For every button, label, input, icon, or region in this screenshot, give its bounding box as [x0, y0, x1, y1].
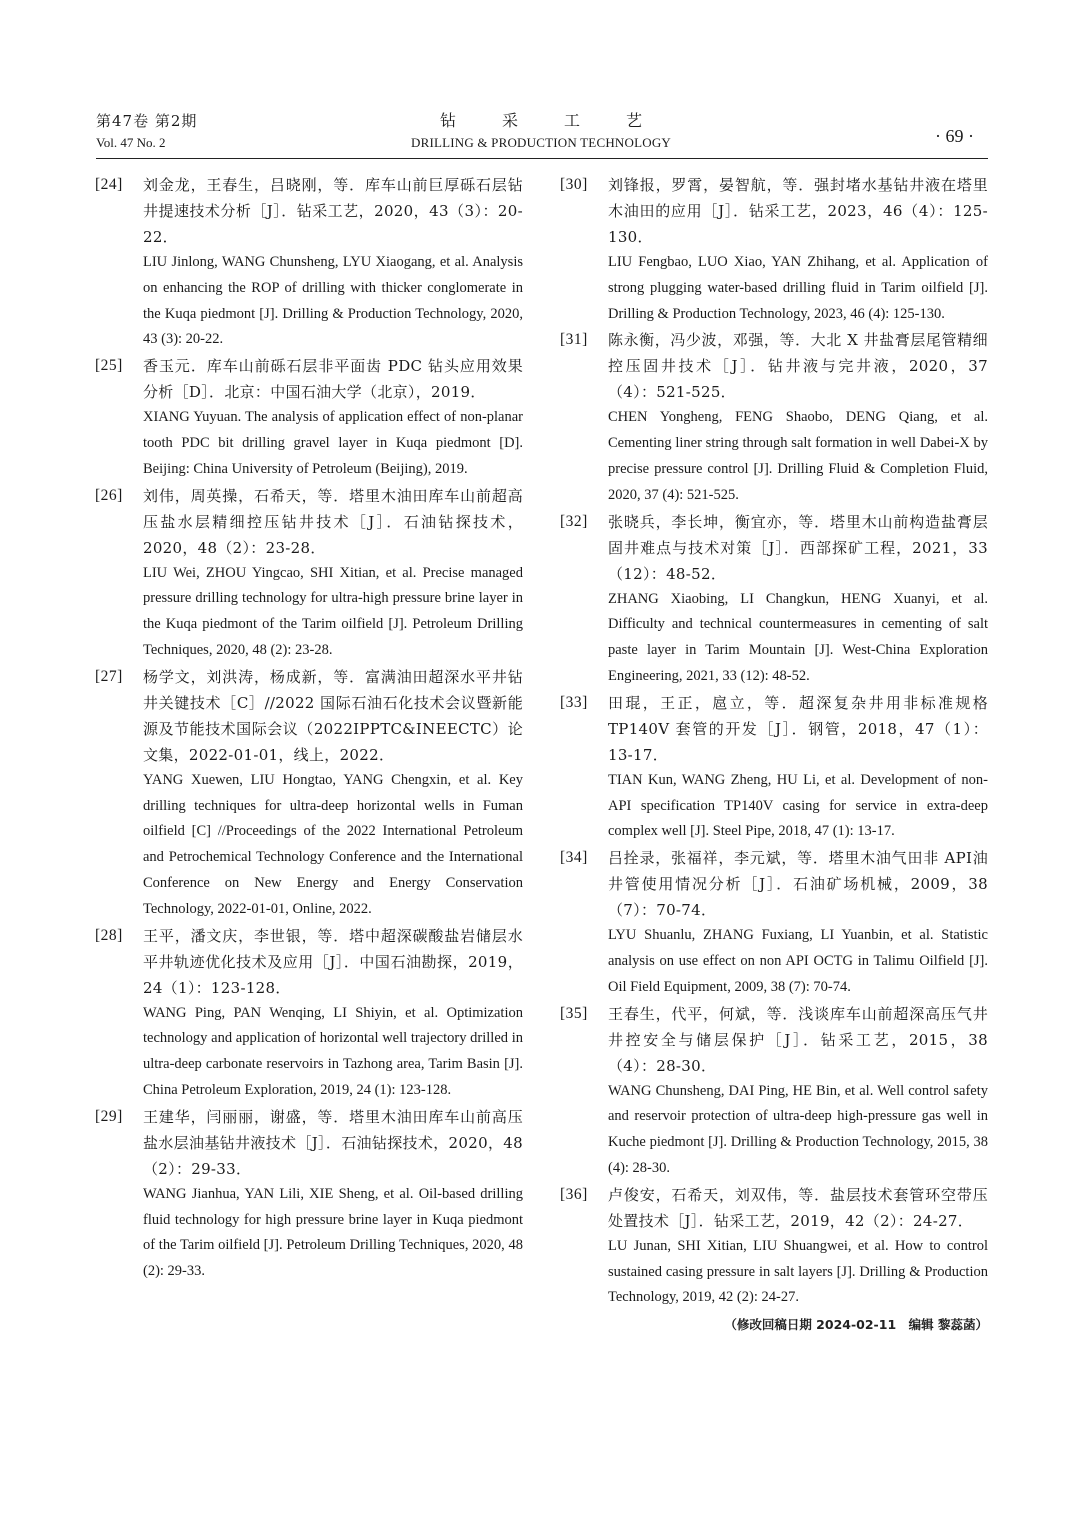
reference-number: [34]: [560, 849, 588, 867]
page-header: [96, 108, 988, 159]
reference-chinese: 刘金龙，王春生，吕晓刚，等．库车山前巨厚砾石层钻井提速技术分析［J］．钻采工艺，2020，43（3）：20-22．: [143, 176, 523, 246]
reference-english: CHEN Yongheng, FENG Shaobo, DENG Qiang, et al. Cementing liner string through salt formation in well Dabei-X by precise pressure control [J]. Drilling Fluid & Completion Fluid, 2020, 37 (4): 521-525.: [608, 409, 988, 503]
reference-chinese: 王建华，闫丽丽，谢盛，等．塔里木油田库车山前高压盐水层油基钻井液技术［J］．石油钻探技术，2020，48（2）：29-33．: [143, 1107, 523, 1178]
journal-title-en: DRILLING & PRODUCTION TECHNOLOGY: [410, 135, 671, 150]
reference-item: [95, 923, 523, 1104]
reference-chinese: 陈永衡，冯少波，邓强，等．大北 X 井盐膏层尾管精细控压固井技术［J］．钻井液与完井液，2020，37（4）：521-525．: [608, 331, 988, 402]
reference-number: [30]: [560, 176, 588, 193]
reference-chinese: 吕拴录，张福祥，李元斌，等．塔里木油气田非 API油井管使用情况分析［J］．石油矿场机械，2009，38（7）：70-74．: [608, 849, 988, 920]
reference-number: [32]: [560, 512, 588, 530]
reference-item: [560, 172, 988, 327]
reference-english: LYU Shuanlu, ZHANG Fuxiang, LI Yuanbin, et al. Statistic analysis on use effect on non API OCTG in Talimu Oilfield [J]. Oil Field Equipment, 2009, 38 (7): 70-74.: [608, 927, 988, 995]
reference-item: [95, 172, 523, 353]
reference-item: [560, 1001, 988, 1182]
reference-item: [95, 1104, 523, 1285]
reference-chinese: 王春生，代平，何斌，等．浅谈库车山前超深高压气井井控安全与储层保护［J］．钻采工艺，2015，38（4）：28-30．: [608, 1004, 988, 1075]
volume-info: [96, 110, 197, 154]
reference-chinese: 卢俊安，石希天，刘双伟，等．盐层技术套管环空带压处置技术［J］．钻采工艺，2019，42（2）：24-27．: [608, 1185, 988, 1230]
reference-number: [24]: [95, 176, 123, 193]
reference-chinese: 田琨，王正，扈立，等．超深复杂井用非标准规格TP140V 套管的开发［J］．钢管，2018，47（1）：13-17．: [608, 693, 988, 764]
reference-number: [26]: [95, 486, 123, 504]
journal-title: [276, 110, 806, 154]
reference-chinese: 刘锋报，罗霄，晏智航，等．强封堵水基钻井液在塔里木油田的应用［J］．钻采工艺，2023，46（4）：125-130．: [608, 176, 988, 246]
page-number: · 69 ·: [935, 126, 974, 146]
reference-chinese: 杨学文，刘洪涛，杨成新，等．富满油田超深水平井钻井关键技术［C］//2022 国际石油石化技术会议暨新能源及节能技术国际会议（2022IPPTC&INEECTC）论文集，2022-01-01，线上，2022．: [143, 667, 523, 764]
reference-english: LIU Fengbao, LUO Xiao, YAN Zhihang, et al. Application of strong plugging water-based drilling fluid in Tarim oilfield [J]. Drilling & Production Technology, 2023, 46 (4): 125-130.: [608, 254, 988, 322]
reference-english: LIU Jinlong, WANG Chunsheng, LYU Xiaogang, et al. Analysis on enhancing the ROP of drilling with thicker conglomerate in the Kuqa piedmont [J]. Drilling & Production Technology, 2020, 43 (3): 20-22.: [143, 254, 523, 348]
reference-item: [560, 327, 988, 508]
reference-number: [33]: [560, 693, 588, 711]
reference-chinese: 张晓兵，李长坤，衡宜亦，等．塔里木山前构造盐膏层固井难点与技术对策［J］．西部探矿工程，2021，33（12）：48-52．: [608, 512, 988, 583]
references-left-column: [95, 172, 523, 1285]
reference-chinese: 王平，潘文庆，李世银，等．塔中超深碳酸盐岩储层水平井轨迹优化技术及应用［J］．中国石油勘探，2019，24（1）：123-128．: [143, 926, 523, 997]
reference-english: WANG Chunsheng, DAI Ping, HE Bin, et al. Well control safety and reservoir protection of ultra-deep high-pressure gas well in Kuche piedmont [J]. Drilling & Production Technology, 2015, 38 (4): 28-30.: [608, 1082, 988, 1176]
revision-date-note: （修改回稿日期 2024-02-11 编辑 黎蕊菡）: [724, 1317, 988, 1333]
reference-item: [560, 509, 988, 690]
reference-number: [35]: [560, 1004, 588, 1022]
reference-item: [95, 664, 523, 923]
reference-english: LIU Wei, ZHOU Yingcao, SHI Xitian, et al. Precise managed pressure drilling technology for ultra-high pressure brine layer in the Kuqa piedmont of the Tarim oilfield [J]. Petroleum Drilling Techniques, 2020, 48 (2): 23-28.: [143, 564, 523, 658]
volume-en: Vol. 47 No. 2: [96, 135, 166, 150]
reference-number: [31]: [560, 331, 588, 349]
reference-item: [560, 690, 988, 845]
volume-cn: 第47卷 第2期: [96, 112, 198, 130]
reference-number: [25]: [95, 357, 123, 375]
reference-english: LU Junan, SHI Xitian, LIU Shuangwei, et al. How to control sustained casing pressure in salt layers [J]. Drilling & Production Technology, 2019, 42 (2): 24-27.: [608, 1237, 988, 1306]
reference-english: WANG Jianhua, YAN Lili, XIE Sheng, et al. Oil-based drilling fluid technology for high pressure brine layer in Kuqa piedmont of the Tarim oilfield [J]. Petroleum Drilling Techniques, 2020, 48 (2): 29-33.: [143, 1185, 523, 1280]
reference-chinese: 香玉元．库车山前砾石层非平面齿 PDC 钻头应用效果分析［D］．北京：中国石油大学（北京），2019．: [143, 357, 523, 402]
reference-number: [27]: [95, 667, 123, 685]
journal-title-cn: 钻采工艺: [439, 111, 688, 130]
reference-english: TIAN Kun, WANG Zheng, HU Li, et al. Development of non-API specification TP140V casing for service in extra-deep complex well [J]. Steel Pipe, 2018, 47 (1): 13-17.: [608, 771, 988, 840]
reference-english: WANG Ping, PAN Wenqing, LI Shiyin, et al. Optimization technology and application of horizontal well trajectory drilled in ultra-deep carbonate reservoirs in Tazhong area, Tarim Basin [J]. China Petroleum Exploration, 2019, 24 (1): 123-128.: [143, 1004, 523, 1098]
references-right-column: [560, 172, 988, 1337]
reference-english: YANG Xuewen, LIU Hongtao, YANG Chengxin, et al. Key drilling techniques for ultra-deep horizontal wells in Fuman oilfield [C] //Proceedings of the 2022 International Petroleum and Petrochemical Technology Conference and the International Conference on New Energy and Energy Conservation Technology, 2022-01-01, Online, 2022.: [143, 771, 523, 917]
reference-chinese: 刘伟，周英操，石希天，等．塔里木油田库车山前超高压盐水层精细控压钻井技术［J］．石油钻探技术，2020，48（2）：23-28．: [143, 486, 523, 557]
reference-item: [95, 483, 523, 664]
reference-english: ZHANG Xiaobing, LI Changkun, HENG Xuanyi, et al. Difficulty and technical countermeasures in cementing of salt paste layer in Tarim Mountain [J]. West-China Exploration Engineering, 2021, 33 (12): 48-52.: [608, 590, 988, 684]
reference-number: [28]: [95, 926, 123, 944]
reference-item: [560, 845, 988, 1000]
reference-number: [36]: [560, 1185, 588, 1203]
reference-item: [95, 353, 523, 482]
reference-english: XIANG Yuyuan. The analysis of application effect of non-planar tooth PDC bit drilling gravel layer in Kuqa piedmont [D]. Beijing: China University of Petroleum (Beijing), 2019.: [143, 409, 523, 477]
reference-item: [560, 1182, 988, 1311]
reference-number: [29]: [95, 1107, 123, 1125]
